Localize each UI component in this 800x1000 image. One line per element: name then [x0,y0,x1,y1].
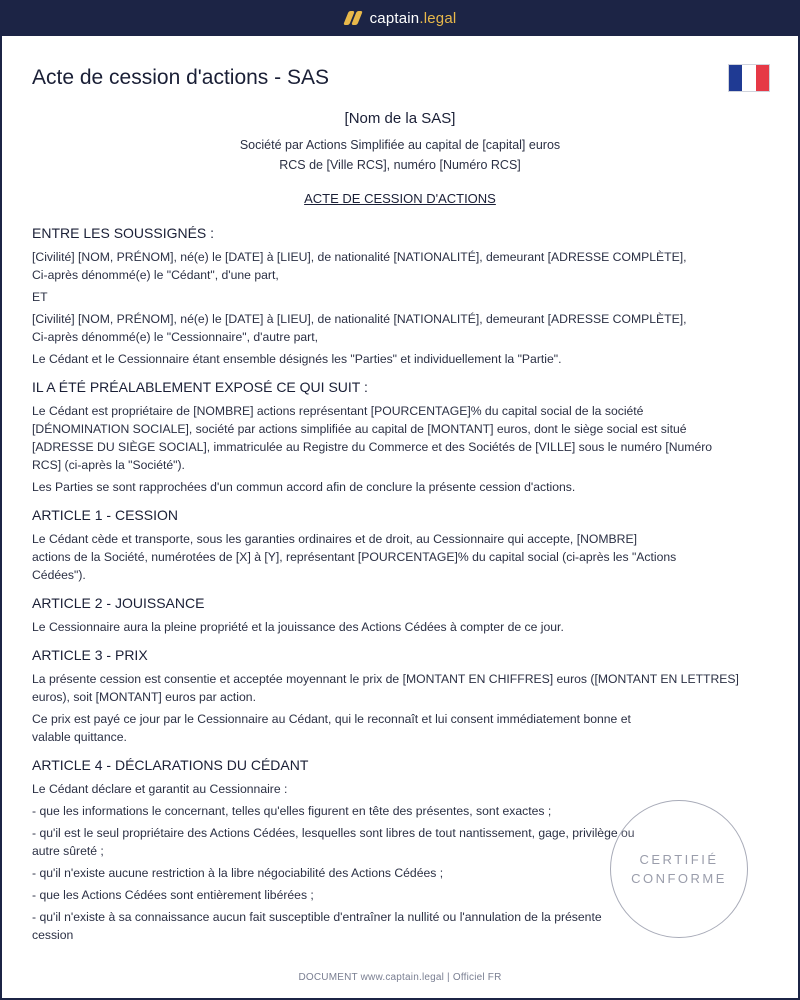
paragraph-line: Ce prix est payé ce jour par le Cessionnaire au Cédant, qui le reconnaît et lui consent immédiatement bonne et [32,712,631,726]
paragraph [32,710,772,746]
company-header [2,110,798,175]
paragraph-line: - qu'il est le seul propriétaire des Actions Cédées, lesquelles sont libres de tout nantissement, gage, privilège ou [32,826,635,840]
paragraph [32,780,772,798]
document-page [2,36,798,998]
captain-legal-logo-icon[interactable] [344,10,362,26]
paragraph-line: - que les informations le concernant, telles qu'elles figurent en tête des présentes, sont exactes ; [32,804,552,818]
top-bar [0,0,800,36]
paragraph-line: Le Cessionnaire aura la pleine propriété et la jouissance des Actions Cédées à compter de ce jour. [32,620,564,634]
paragraph-line: Cédées"). [32,568,86,582]
section-heading: ARTICLE 4 - DÉCLARATIONS DU CÉDANT [32,757,309,773]
paragraph [32,288,772,306]
paragraph-line: Les Parties se sont rapprochées d'un commun accord afin de conclure la présente cession d'actions. [32,480,576,494]
brand-name[interactable]: captain.legal [369,9,457,27]
paragraph-line: valable quittance. [32,730,127,744]
stamp-line-1: CERTIFIÉ [639,852,719,867]
paragraph-line: - qu'il n'existe à sa connaissance aucun fait susceptible d'entraîner la nullité ou l'annulation de la présente [32,910,602,924]
paragraph-line: Ci-après dénommé(e) le "Cédant", d'une part, [32,268,279,282]
paragraph-line: [DÉNOMINATION SOCIALE], société par actions simplifiée au capital de [MONTANT] euros, dont le siège social est situé [32,422,687,436]
section-heading: ARTICLE 1 - CESSION [32,507,179,523]
section-heading: ARTICLE 3 - PRIX [32,647,148,663]
paragraph-line: RCS] (ci-après la "Société"). [32,458,185,472]
paragraph [32,530,772,584]
section-heading: IL A ÉTÉ PRÉALABLEMENT EXPOSÉ CE QUI SUIT : [32,379,368,395]
paragraph-line: euros), soit [MONTANT] euros par action. [32,690,256,704]
paragraph-line: Ci-après dénommé(e) le "Cessionnaire", d'autre part, [32,330,319,344]
paragraph-line: [Civilité] [NOM, PRÉNOM], né(e) le [DATE] à [LIEU], de nationalité [NATIONALITÉ], demeurant [ADRESSE COMPLÈTE], [32,250,687,264]
paragraph-line: La présente cession est consentie et acceptée moyennant le prix de [MONTANT EN CHIFFRES] euros ([MONTANT EN LETTRES] [32,672,739,686]
france-flag-icon [728,64,770,92]
paragraph-line: [ADRESSE DU SIÈGE SOCIAL], immatriculée au Registre du Commerce et des Sociétés de [VILLE] sous le numéro [Numéro [32,440,713,454]
section-heading: ENTRE LES SOUSSIGNÉS : [32,225,215,241]
section-heading: ARTICLE 2 - JOUISSANCE [32,595,205,611]
company-capital: Société par Actions Simplifiée au capital de [capital] euros [239,138,561,152]
paragraph [32,310,772,346]
paragraph-line: ET [32,290,48,304]
stamp-line-2: CONFORME [631,871,727,886]
paragraph-line: Le Cédant cède et transporte, sous les garanties ordinaires et de droit, au Cessionnaire qui accepte, [NOMBRE] [32,532,637,546]
paragraph-line: Le Cédant est propriétaire de [NOMBRE] actions représentant [POURCENTAGE]% du capital social de la société [32,404,644,418]
paragraph [32,670,772,706]
paragraph-line: - que les Actions Cédées sont entièrement libérées ; [32,888,314,902]
footer-text: DOCUMENT www.captain.legal | Officiel FR [298,972,502,983]
document-heading: ACTE DE CESSION D'ACTIONS [304,191,496,206]
paragraph [32,248,772,284]
company-rcs: RCS de [Ville RCS], numéro [Numéro RCS] [279,158,521,172]
paragraph-line: cession [32,928,74,942]
paragraph [32,402,772,474]
page-title: Acte de cession d'actions - SAS [32,66,329,89]
company-name: [Nom de la SAS] [344,110,456,127]
paragraph [32,478,772,496]
paragraph-line: Le Cédant déclare et garantit au Cessionnaire : [32,782,288,796]
paragraph-line: actions de la Société, numérotées de [X] à [Y], représentant [POURCENTAGE]% du capital social (ci-après les "Actions [32,550,677,564]
paragraph-line: [Civilité] [NOM, PRÉNOM], né(e) le [DATE] à [LIEU], de nationalité [NATIONALITÉ], demeurant [ADRESSE COMPLÈTE], [32,312,687,326]
paragraph [32,618,772,636]
certified-stamp [610,800,748,938]
paragraph-line: autre sûreté ; [32,844,104,858]
paragraph-line: - qu'il n'existe aucune restriction à la libre négociabilité des Actions Cédées ; [32,866,444,880]
paragraph [32,350,772,368]
paragraph-line: Le Cédant et le Cessionnaire étant ensemble désignés les "Parties" et individuellement la "Partie". [32,352,562,366]
